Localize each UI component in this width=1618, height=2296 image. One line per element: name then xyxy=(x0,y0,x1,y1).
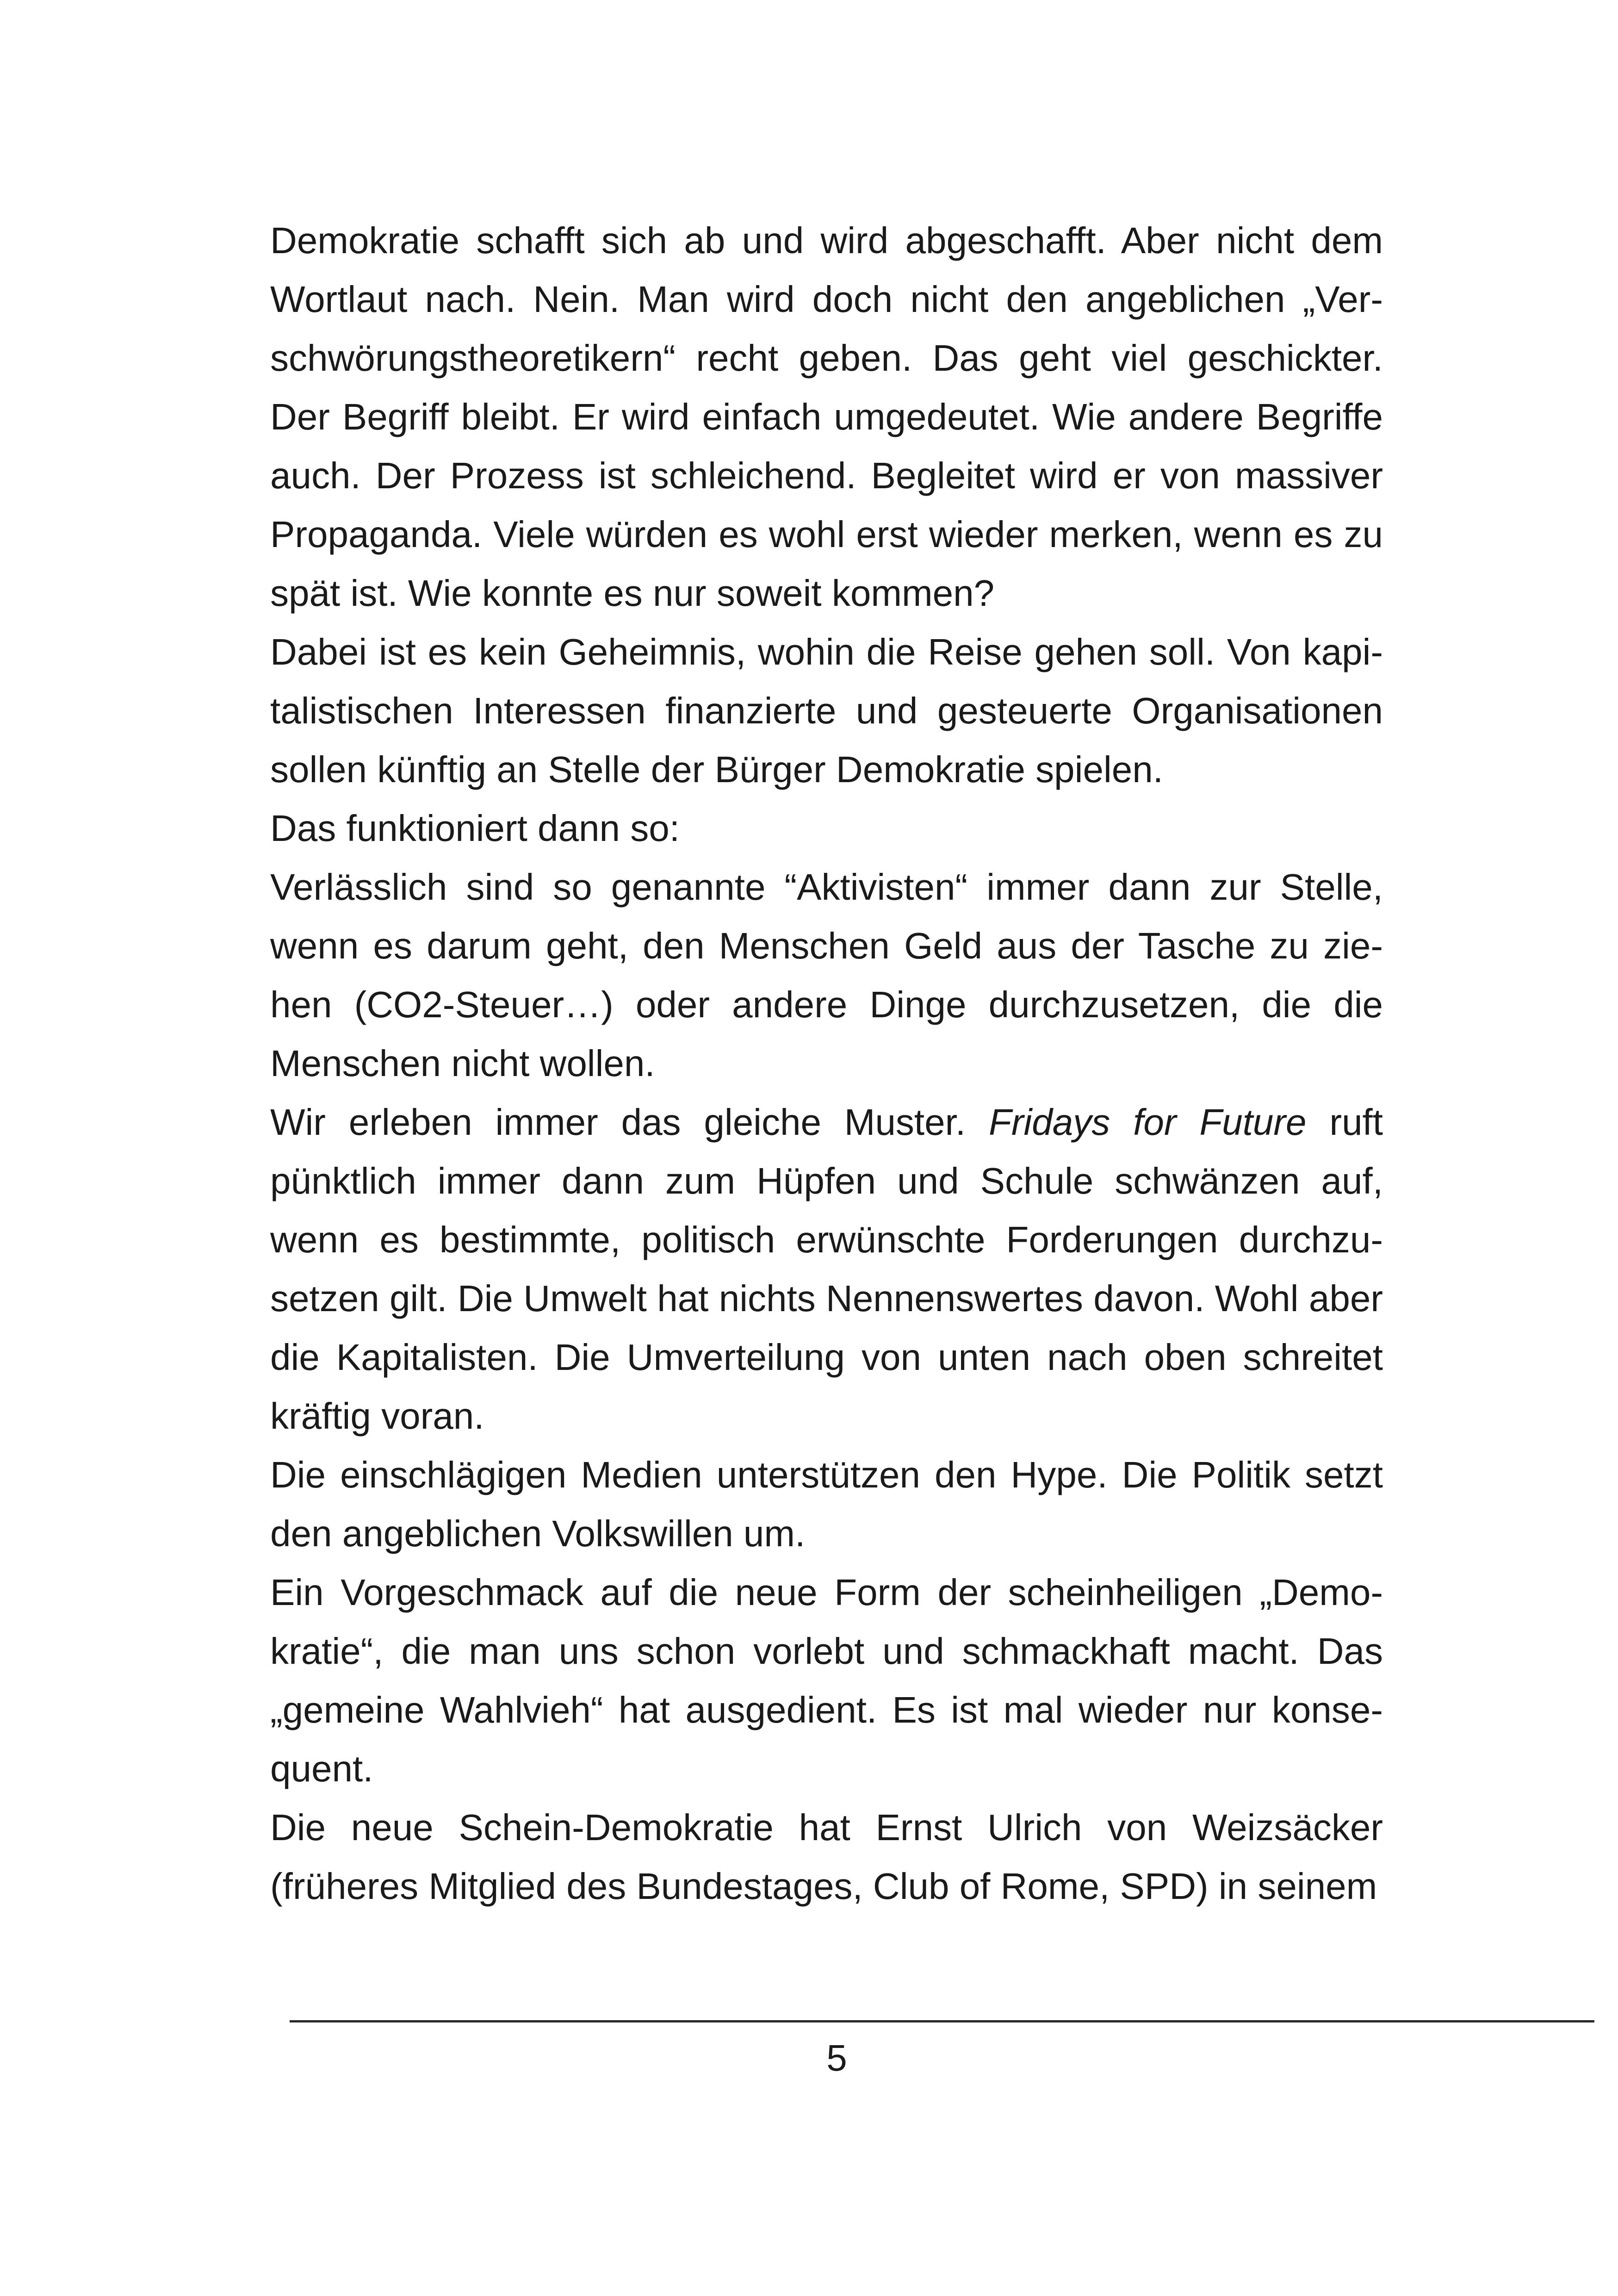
paragraph-6: Die einschlägigen Medien unterstützen den Hype. Die Politik setzt den angeblichen Volkswillen um. xyxy=(270,1454,1383,1554)
paragraph-2: Dabei ist es kein Geheimnis, wohin die Reise gehen soll. Von kapitalistischen Interessen finanzierte und gesteuerte Organisationen sollen künftig an Stelle der Bürger Demokratie spielen. xyxy=(270,631,1383,790)
page-number: 5 xyxy=(826,2037,847,2078)
italic-title: Fridays for Future xyxy=(988,1101,1307,1143)
paragraph-7: Ein Vorgeschmack auf die neue Form der scheinheiligen „Demokratie“, die man uns schon vorlebt und schmackhaft macht. Das „gemeine Wahlvieh“ hat ausgedient. Es ist mal wieder nur konsequent. xyxy=(270,1572,1383,1789)
footer-divider xyxy=(290,2020,1594,2022)
paragraph-5-end: ruft pünktlich immer dann zum Hüpfen und Schule schwänzen auf, wenn es bestimmte, politisch erwünschte Forderungen durchzusetzen gilt. Die Umwelt hat nichts Nennenswertes davon. Wohl aber die Kapitalisten. Die Umverteilung von unten nach oben schreitet kräftig voran. xyxy=(270,1101,1383,1437)
paragraph-5-start: Wir erleben immer das gleiche Muster. xyxy=(270,1101,989,1143)
paragraph-8: Die neue Schein-Demokratie hat Ernst Ulrich von Weizsäcker (früheres Mitglied des Bundestages, Club of Rome, SPD) in seinem xyxy=(270,1807,1383,1907)
paragraph-1: Demokratie schafft sich ab und wird abgeschafft. Aber nicht dem Wortlaut nach. Nein. Man wird doch nicht den angeblichen „Verschwörungstheoretikern“ recht geben. Das geht viel geschickter. Der Begriff bleibt. Er wird einfach umgedeutet. Wie andere Begriffe auch. Der Prozess ist schleichend. Begleitet wird er von massiver Propaganda. Viele würden es wohl erst wieder merken, wenn es zu spät ist. Wie konnte es nur soweit kommen? xyxy=(270,220,1383,614)
paragraph-4: Verlässlich sind so genannte “Aktivisten“ immer dann zur Stelle, wenn es darum geht, den Menschen Geld aus der Tasche zu ziehen (CO2-Steuer…) oder andere Dinge durchzusetzen, die die Menschen nicht wollen. xyxy=(270,866,1383,1084)
body-text xyxy=(270,211,1383,1916)
paragraph-5 xyxy=(270,1093,1383,1445)
paragraph-3: Das funktioniert dann so: xyxy=(270,808,680,849)
